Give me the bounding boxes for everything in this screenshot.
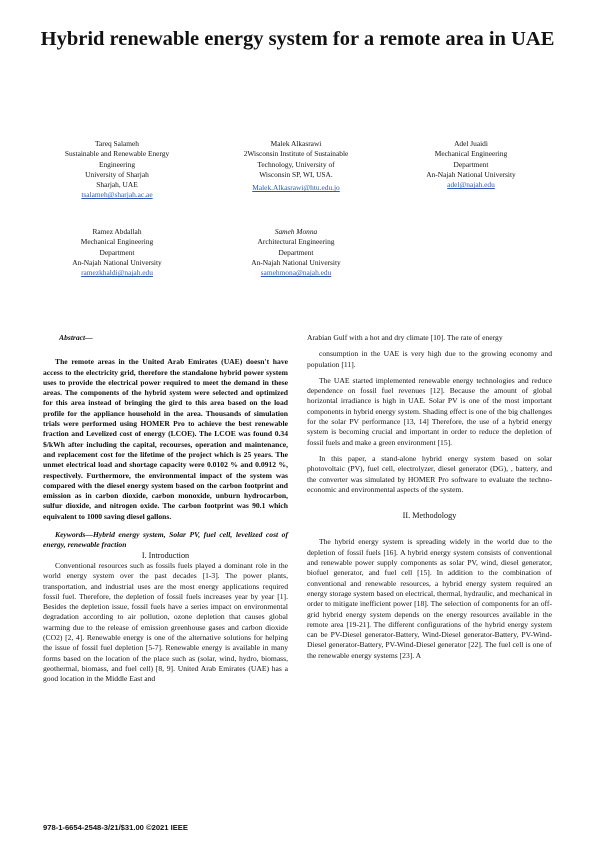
- author-affiliation: 2Wisconsin Institute of Sustainable: [243, 149, 349, 159]
- body-paragraph: Arabian Gulf with a hot and dry climate [10]. The rate of energy: [307, 333, 503, 342]
- author-affiliation: An-Najah National University: [426, 169, 516, 179]
- section-heading-methodology: II. Methodology: [402, 511, 457, 521]
- author-email-link[interactable]: tsalameh@sharjah.ac.ae: [81, 190, 153, 200]
- author-affiliation: An-Najah National University: [72, 257, 162, 267]
- section-heading-introduction: I. Introduction: [141, 550, 190, 560]
- author-affiliation: Mechanical Engineering: [80, 237, 154, 247]
- keywords: Keywords—Hybrid energy system, Solar PV, fuel cell, levelized cost of energy, renewable fraction: [43, 530, 288, 550]
- author-affiliation: Sustainable and Renewable Energy: [64, 149, 170, 159]
- body-paragraph: consumption in the UAE is very high due to the growing economy and population [11].: [307, 349, 552, 369]
- author-affiliation: An-Najah National University: [251, 257, 341, 267]
- body-paragraph: In this paper, a stand-alone hybrid energy system based on solar photovoltaic (PV), fuel cell, electrolyzer, diesel generator (DG), , battery, and the converter was simulated by HOMER Pro software to evaluate the techno-economic and environmental aspects of the system.: [307, 453, 552, 494]
- left-column: [43, 333, 288, 685]
- author-affiliation: Mechanical Engineering: [434, 149, 508, 159]
- abstract-text: The remote areas in the United Arab Emirates (UAE) doesn't have access to the electricity grid, therefore the standalone hybrid power system uses to provide the electrical power required to meet the demand in these areas. The components of the hybrid system were selected and optimized for this area instead of bringing the gird to this area based on the load profile for the appliance household in the area. Thousands of simulation trials were performed using HOMER Pro to achieve the best renewable fraction and Levelized cost of energy (LCOE). The LCOE was found 0.34 $/kWh after including the capital, recourses, operation and maintenance, and replacement cost for the lifetime of the project which is 25 years. The unmet electrical load and shortage capacity were 0.0102 % and 0.0912 %, respectively. Furthermore, the environmental impact of the system was compared with the diesel energy system based on the carbon footprint and emission as in carbon dioxide, carbon monoxide, unburn hydrocarbon, sulfur dioxide, and nitrogen oxide. The carbon footprint was 90.1 which equivalent to 1000 saving diesel gallons.: [43, 357, 288, 521]
- author-affiliation: Department: [278, 247, 314, 257]
- author-name: Malek Alkasrawi: [270, 139, 322, 148]
- author-affiliation: Engineering: [98, 159, 136, 169]
- right-column: [307, 333, 552, 661]
- author-affiliation: Sharjah, UAE: [96, 180, 138, 190]
- body-paragraph: The hybrid energy system is spreading widely in the world due to the depletion of fossil fuels [16]. A hybrid energy system consists of conventional and renewable power supply components as solar PV, wind, diesel generator, biofuel generator, and fuel cell [15]. In addition to the combination of conventional and renewable resources, a hybrid energy system required an energy storage system based on electrical, thermal, hydraulic, and mechanical in order to mitigate inefficient power [18]. The selection of components for an off-grid hybrid energy system depends on the energy resources available in the remote area [19-21]. The different configurations of the hybrid energy system can be PV-Diesel generator-Battery, Wind-Diesel generator-Battery, PV-Wind-Diesel generator-Battery, PV-Wind-Diesel generator [22]. The fuel cell is one of the renewable energy systems [23]. A: [307, 537, 552, 660]
- author-block-4: [42, 227, 192, 278]
- author-affiliation: Department: [453, 159, 489, 169]
- author-email-link[interactable]: ramezkhaldi@najah.edu: [81, 268, 153, 278]
- author-block-3: [396, 139, 546, 190]
- author-email-link[interactable]: Malek.Alkasrawi@htu.edu.jo: [252, 183, 340, 193]
- author-affiliation: Wisconsin SP, WI, USA.: [259, 169, 333, 179]
- author-affiliation: University of Sharjah: [85, 169, 149, 179]
- abstract-label: Abstract—: [59, 333, 93, 342]
- author-name: Sameh Monna: [274, 227, 318, 236]
- author-email-link[interactable]: samehmona@najah.edu: [260, 268, 332, 278]
- paper-title: Hybrid renewable energy system for a remote area in UAE: [40, 28, 555, 50]
- copyright-footer: 978-1-6654-2548-3/21/$31.00 ©2021 IEEE: [43, 823, 188, 832]
- author-affiliation: Architectural Engineering: [257, 237, 335, 247]
- author-block-2: [221, 139, 371, 193]
- intro-paragraph: Conventional resources such as fossils fuels played a dominant role in the world energy system over the past decades [1-3]. The power plants, transportation, and industrial uses are the most energy applications required fossil fuel. Therefore, the depletion of fossil fuels increases year by year [1]. Besides the depletion issue, fossil fuels have a series impact on environmental degradation according to air pollution, ozone depletion that causes global warming due to the release of emission greenhouse gases and carbon dioxide (CO2) [2, 4]. Renewable energy is one of the alternative solutions for helping the issue of fossil fuel depletion [5-7]. Renewable energy is available in many forms based on the location of the place such as (solar, wind, hydro, biomass, geothermal, biomass, and fuel cell) [8, 9]. United Arab Emirates (UAE) has a good location in the Middle East and: [43, 560, 288, 684]
- author-affiliation: Department: [99, 247, 135, 257]
- body-paragraph: The UAE started implemented renewable energy technologies and reduce dependence on fossil fuel revenues [12]. Because the amount of global horizontal irradiance is high in UAE. Solar PV is one of the most important components in hybrid energy system. Shading effect is one of the big challenges for the solar PV performance [13, 14] Therefore, the use of a hybrid energy system is becoming crucial and important in order to reduce the depletion of fossil fuels and make a green environment [15].: [307, 375, 552, 447]
- author-affiliation: Technology, University of: [257, 159, 335, 169]
- author-name: Ramez Abdallah: [92, 227, 142, 236]
- author-block-1: [42, 139, 192, 201]
- author-name: Tareq Salameh: [94, 139, 139, 148]
- author-name: Adel Juaidi: [454, 139, 488, 148]
- author-email-link[interactable]: adel@najah.edu: [447, 180, 495, 190]
- author-block-5: [221, 227, 371, 278]
